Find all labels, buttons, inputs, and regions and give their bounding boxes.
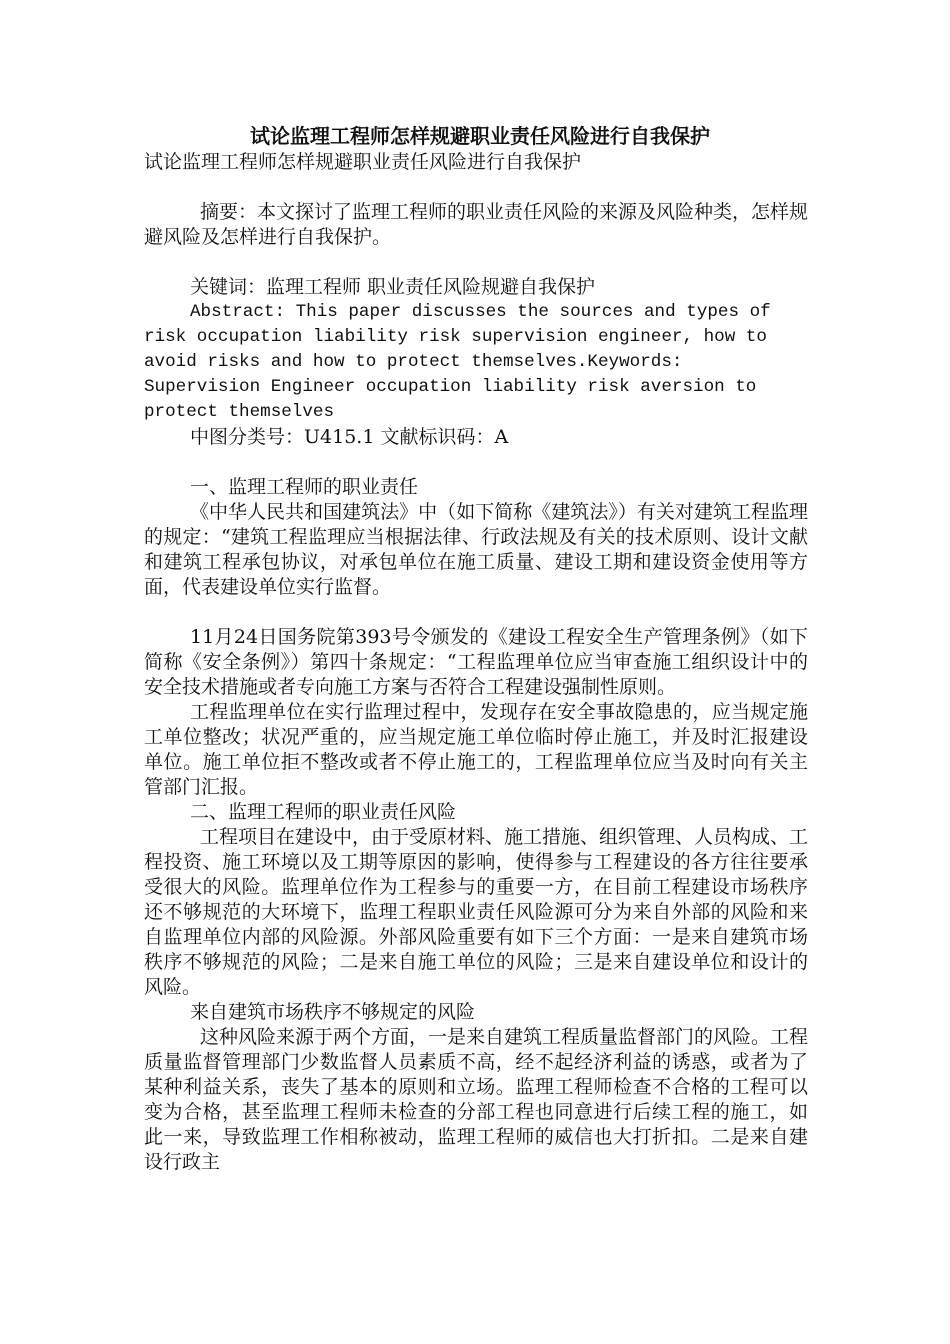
document-subtitle: 试论监理工程师怎样规避职业责任风险进行自我保护 bbox=[144, 151, 582, 173]
document-page bbox=[144, 122, 808, 1175]
blank-line bbox=[144, 600, 808, 625]
abstract-cn: 摘要：本文探讨了监理工程师的职业责任风险的来源及风险种类，怎样规避风险及怎样进行自我保护。 bbox=[144, 201, 809, 248]
section1-paragraph-1: 《中华人民共和国建筑法》中（如下简称《建筑法》）有关对建筑工程监理的规定：“建筑工程监理应当根据法律、行政法规及有关的技术原则、设计文献和建筑工程承包协议，对承包单位在施工质量、建设工期和建设资金使用等方面，代表建设单位实行监督。 bbox=[144, 501, 808, 598]
blank-line bbox=[144, 175, 808, 200]
section2-paragraph-2: 这种风险来源于两个方面，一是来自建筑工程质量监督部门的风险。工程质量监督管理部门少数监督人员素质不高，经不起经济利益的诱惑，或者为了某种利益关系，丧失了基本的原则和立场。监理工程师检查不合格的工程可以变为合格，甚至监理工程师未检查的分部工程也同意进行后续工程的施工，如此一来，导致监理工作相称被动，监理工程师的威信也大打折扣。二是来自建设行政主 bbox=[144, 1026, 809, 1173]
section1-paragraph-3: 工程监理单位在实行监理过程中，发现存在安全事故隐患的，应当规定施工单位整改；状况严重的，应当规定施工单位临时停止施工，并及时汇报建设单位。施工单位拒不整改或者不停止施工的，工程监理单位应当及时向有关主管部门汇报。 bbox=[144, 701, 808, 798]
section1-heading: 一、监理工程师的职业责任 bbox=[190, 476, 419, 498]
abstract-en: Abstract: This paper discusses the sources and types of risk occupation liability risk supervision engineer, how to avoid risks and how to protect themselves.Keywords: Supervision Engineer occupation liability risk aversion to protect themselves bbox=[144, 302, 771, 422]
classification: 中图分类号：U415.1 文献标识码：A bbox=[190, 426, 509, 448]
subheading: 来自建筑市场秩序不够规定的风险 bbox=[190, 1001, 476, 1023]
document-title: 试论监理工程师怎样规避职业责任风险进行自我保护 bbox=[250, 124, 710, 148]
blank-line bbox=[144, 450, 808, 475]
section2-paragraph-1: 工程项目在建设中，由于受原材料、施工措施、组织管理、人员构成、工程投资、施工环境以及工期等原因的影响，使得参与工程建设的各方往往要承受很大的风险。监理单位作为工程参与的重要一方，在目前工程建设市场秩序还不够规范的大环境下，监理工程职业责任风险源可分为来自外部的风险和来自监理单位内部的风险源。外部风险重要有如下三个方面：一是来自建筑市场秩序不够规范的风险；二是来自施工单位的风险；三是来自建设单位和设计的风险。 bbox=[144, 826, 809, 998]
keywords-cn: 关键词：监理工程师 职业责任风险规避自我保护 bbox=[190, 276, 596, 298]
section2-heading: 二、监理工程师的职业责任风险 bbox=[190, 801, 457, 823]
section1-paragraph-2: 11月24日国务院第393号令颁发的《建设工程安全生产管理条例》（如下简称《安全条例》）第四十条规定：“工程监理单位应当审查施工组织设计中的安全技术措施或者专向施工方案与否符合工程建设强制性原则。 bbox=[144, 626, 808, 698]
blank-line bbox=[144, 250, 808, 275]
